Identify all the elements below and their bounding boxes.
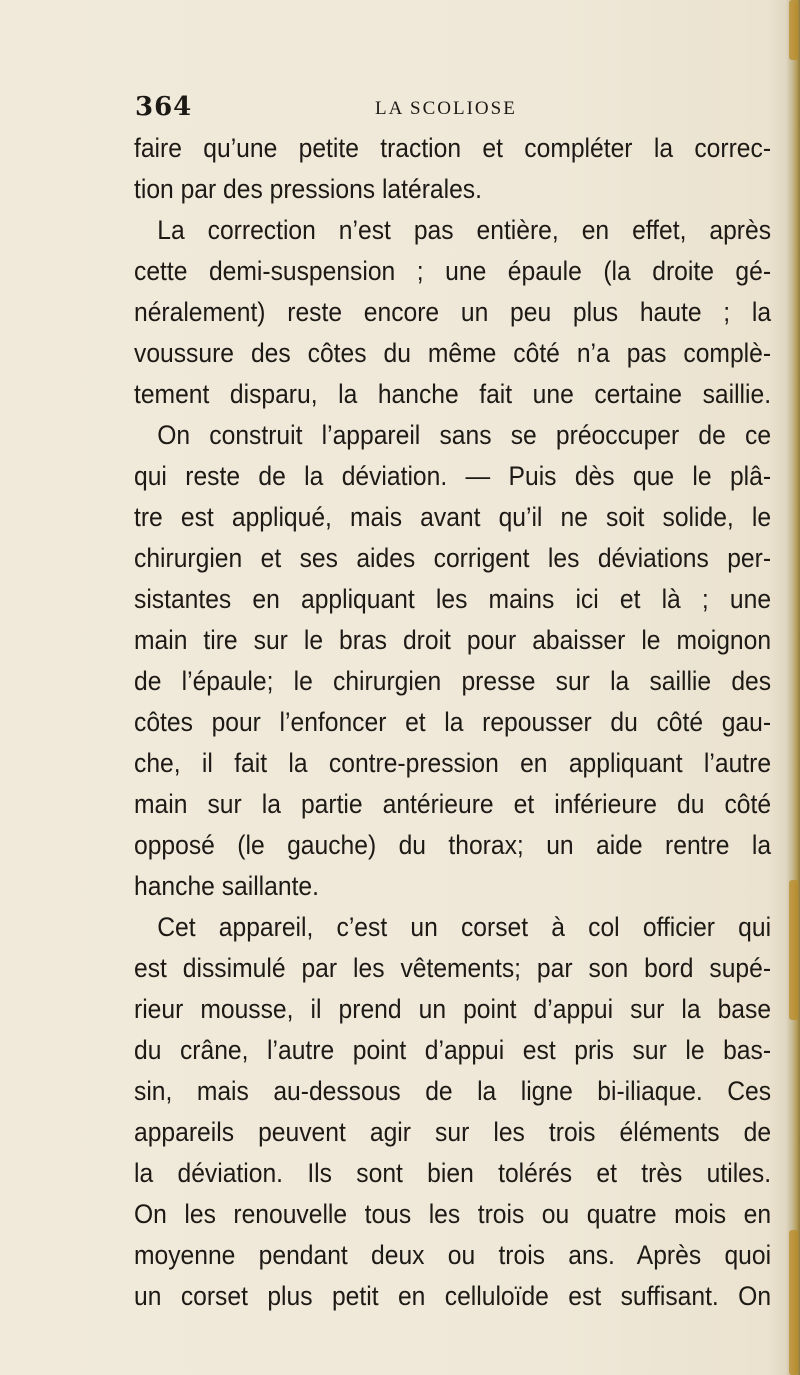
text-line: tement disparu, la hanche fait une certaine saillie. <box>134 379 772 409</box>
page-number: 364 <box>135 92 193 122</box>
text-line: main sur la partie antérieure et inférieure du côté <box>134 789 772 819</box>
text-line: chirurgien et ses aides corrigent les déviations per- <box>134 543 772 573</box>
text-line: sistantes en appliquant les mains ici et là ; une <box>134 584 772 614</box>
text-line: moyenne pendant deux ou trois ans. Après quoi <box>134 1240 772 1270</box>
page-header <box>135 92 775 132</box>
text-line: côtes pour l’enfoncer et la repousser du côté gau- <box>134 707 772 737</box>
text-line: che, il fait la contre-pression en appliquant l’autre <box>134 748 772 778</box>
text-line: La correction n’est pas entière, en effet, après <box>157 215 772 245</box>
body-text <box>134 128 771 1317</box>
text-line: tion par des pressions latérales. <box>134 174 482 204</box>
text-line: faire qu’une petite traction et compléter la correc- <box>134 133 772 163</box>
running-head: LA SCOLIOSE <box>375 98 517 119</box>
text-line: est dissimulé par les vêtements; par son bord supé- <box>134 953 772 983</box>
text-line: un corset plus petit en celluloïde est suffisant. On <box>134 1281 772 1311</box>
text-line: voussure des côtes du même côté n’a pas complè- <box>134 338 772 368</box>
text-line: On construit l’appareil sans se préoccuper de ce <box>157 420 772 450</box>
text-line: hanche saillante. <box>134 871 319 901</box>
text-line: appareils peuvent agir sur les trois éléments de <box>134 1117 772 1147</box>
text-line: du crâne, l’autre point d’appui est pris sur le bas- <box>134 1035 772 1065</box>
text-line: la déviation. Ils sont bien tolérés et très utiles. <box>134 1158 772 1188</box>
page-edge <box>786 0 800 1375</box>
text-line: sin, mais au-dessous de la ligne bi-iliaque. Ces <box>134 1076 772 1106</box>
text-line: Cet appareil, c’est un corset à col officier qui <box>157 912 772 942</box>
text-line: opposé (le gauche) du thorax; un aide rentre la <box>134 830 772 860</box>
text-line: rieur mousse, il prend un point d’appui sur la base <box>134 994 772 1024</box>
text-line: de l’épaule; le chirurgien presse sur la saillie des <box>134 666 772 696</box>
text-line: tre est appliqué, mais avant qu’il ne soit solide, le <box>134 502 772 532</box>
edge-stain <box>789 880 798 1020</box>
edge-stain <box>789 1230 798 1375</box>
text-line: qui reste de la déviation. — Puis dès que le plâ- <box>134 461 772 491</box>
text-line: néralement) reste encore un peu plus haute ; la <box>134 297 772 327</box>
text-line: main tire sur le bras droit pour abaisser le moignon <box>134 625 772 655</box>
text-line: On les renouvelle tous les trois ou quatre mois en <box>134 1199 772 1229</box>
text-line: cette demi-suspension ; une épaule (la droite gé- <box>134 256 772 286</box>
edge-stain <box>789 0 798 60</box>
